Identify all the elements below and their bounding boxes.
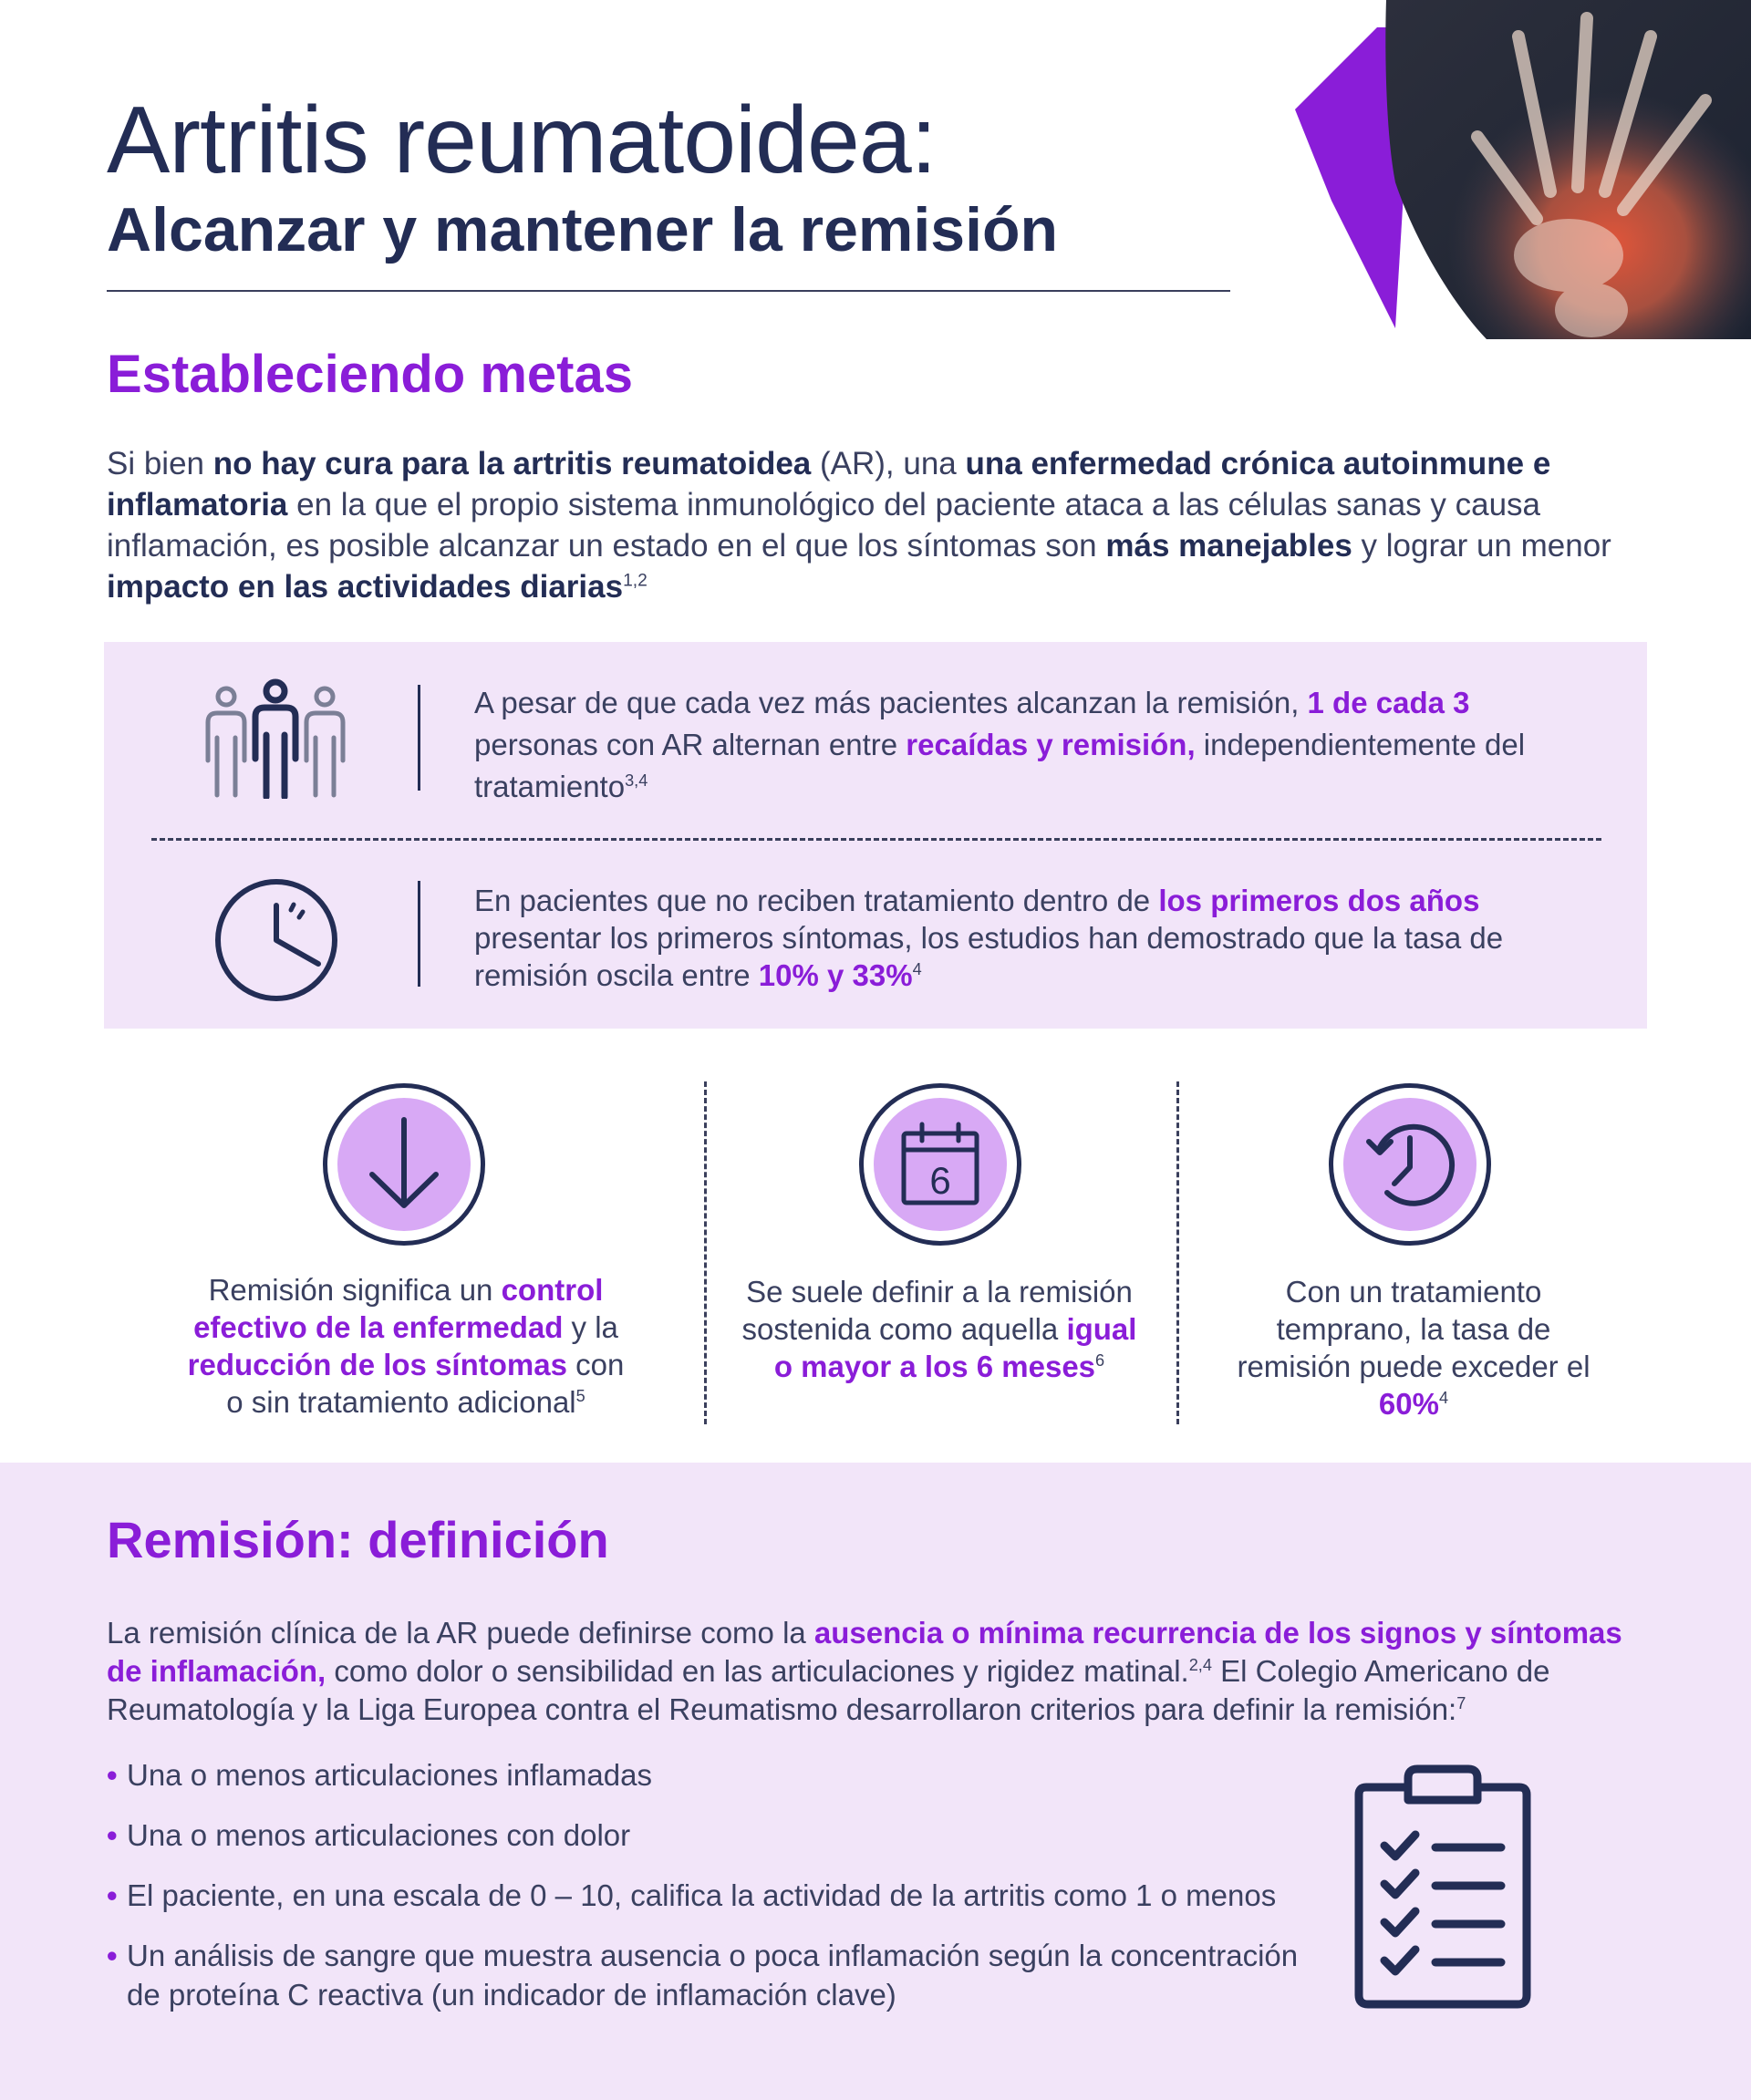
stat-untreated-text: En pacientes que no reciben tratamiento dentro de los primeros dos años presentar los primeros síntomas, los estudios han demostrado que la tasa de remisión oscila entre 10% y 33%$^4$ [474, 884, 1504, 992]
clipboard-checklist-icon [1353, 1764, 1532, 2010]
history-icon [1329, 1083, 1491, 1246]
page-title: Artritis reumatoidea: [107, 88, 937, 193]
bullet-icon: • [107, 1939, 118, 1972]
feature-sustained-text: Se suele definir a la remisión sostenida como aquella igual o mayor a los 6 meses$^6$ [741, 1275, 1137, 1383]
stat-separator [418, 881, 420, 987]
people-icon [202, 678, 348, 799]
list-item: • El paciente, en una escala de 0 – 10, califica la actividad de la artritis como 1 o menos [107, 1876, 1329, 1915]
goals-paragraph: Si bien no hay cura para la artritis reumatoidea (AR), una una enfermedad crónica autoinmune e inflamatoria en la que el propio sistema inmunológico del paciente ataca a las células sanas y causa inflamación, es posible alcanzar un estado en el que los síntomas son más manejables y lograr un menor impacto en las actividades diarias$^{1,2}$ [107, 446, 1611, 605]
section-heading-remission: Remisión: definición [107, 1511, 609, 1568]
section-heading-goals: Estableciendo metas [107, 345, 633, 404]
calendar-icon [859, 1083, 1021, 1246]
feature-dashed-divider [1176, 1081, 1179, 1424]
feature-control-text: Remisión significa un control efectivo de la enfermedad y la reducción de los síntomas con o sin tratamiento adicional$^5$ [187, 1273, 625, 1419]
page-subtitle: Alcanzar y mantener la remisión [107, 195, 1059, 264]
list-item: • Una o menos articulaciones inflamadas [107, 1755, 1329, 1795]
bullet-icon: • [107, 1878, 118, 1912]
stat-relapse-text: A pesar de que cada vez más pacientes alcanzan la remisión, 1 de cada 3 personas con AR alternan entre recaídas y remisión, independientemente del tratamiento$^{3,4}$ [474, 686, 1526, 803]
title-divider [107, 290, 1230, 292]
feature-dashed-divider [704, 1081, 707, 1424]
bullet-icon: • [107, 1758, 118, 1792]
list-item: • Una o menos articulaciones con dolor [107, 1816, 1329, 1855]
arrow-down-icon [323, 1083, 485, 1246]
clock-icon [213, 877, 339, 1003]
stat-separator [418, 685, 420, 791]
list-item: • Un análisis de sangre que muestra ausencia o poca inflamación según la concentración de proteína C reactiva (un indicador de inflamación clave) [107, 1936, 1329, 2014]
bullet-icon: • [107, 1818, 118, 1852]
stat-dashed-divider [151, 838, 1601, 841]
calendar-number: 6 [929, 1159, 951, 1202]
feature-early-text: Con un tratamiento temprano, la tasa de remisión puede exceder el 60%$^4$ [1237, 1275, 1590, 1421]
criteria-list [107, 1755, 1329, 2035]
hand-xray-image [1277, 0, 1751, 339]
remission-paragraph: La remisión clínica de la AR puede definirse como la ausencia o mínima recurrencia de los signos y síntomas de inflamación, como dolor o sensibilidad en las articulaciones y rigidez matinal.$^{2,4}$ El Colegio Americano de Reumatología y la Liga Europea contra el Reumatismo desarrollaron criterios para definir la remisión:$^7$ [107, 1616, 1622, 1726]
